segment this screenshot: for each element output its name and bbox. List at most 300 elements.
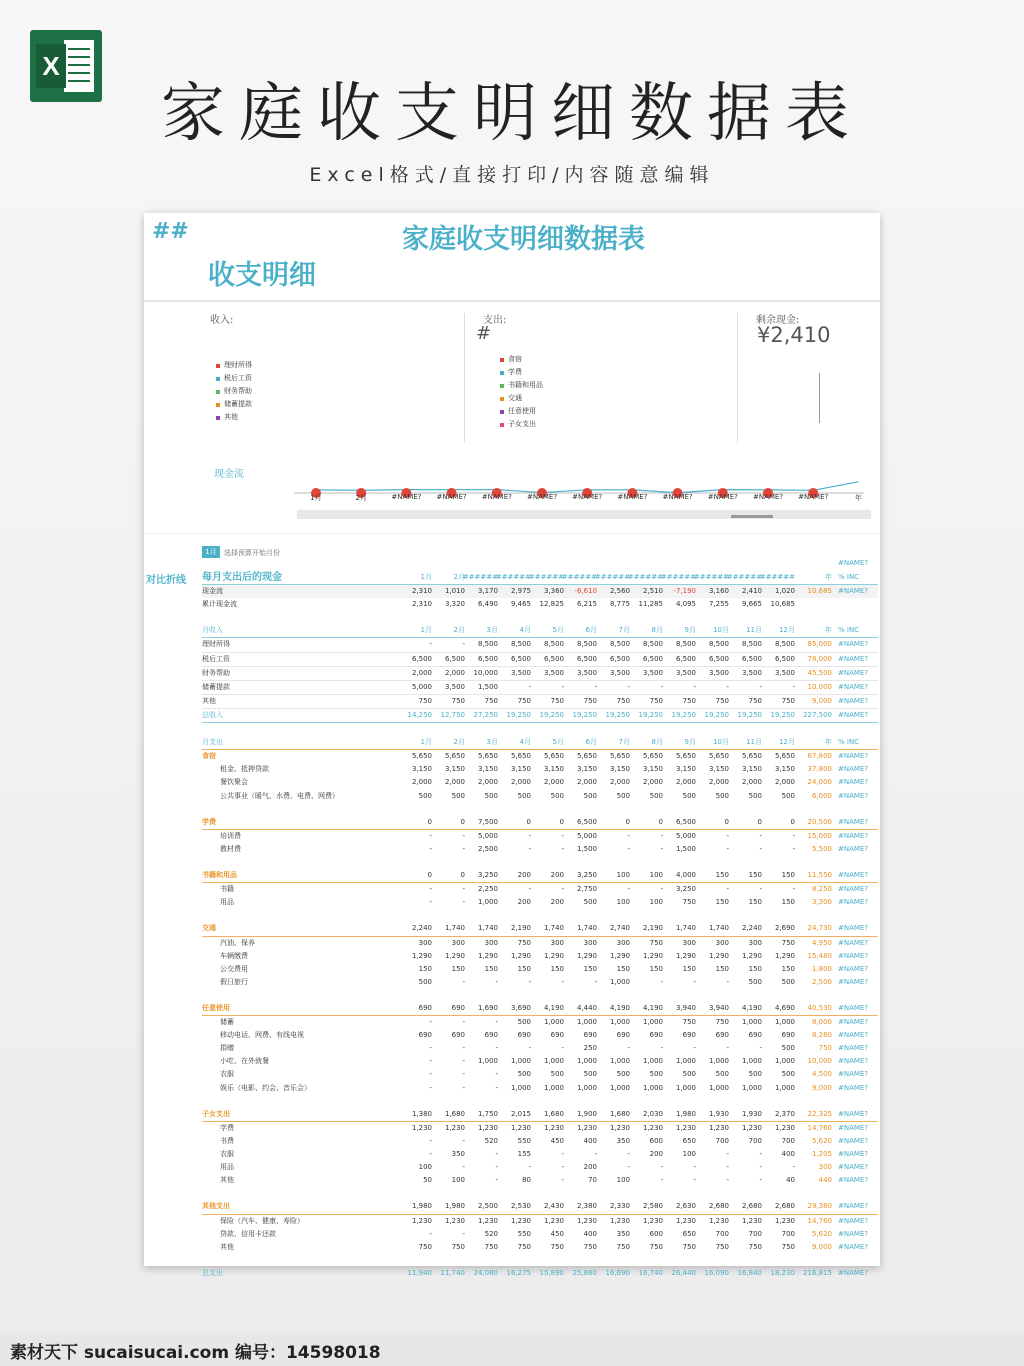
cell[interactable]: 40 bbox=[786, 1176, 795, 1185]
year-total-cell[interactable]: 14,760 bbox=[807, 1216, 832, 1225]
cell[interactable]: 3月 bbox=[486, 738, 498, 747]
inc-cell[interactable]: #NAME? bbox=[838, 1242, 869, 1251]
cell[interactable]: 11,285 bbox=[638, 600, 663, 609]
cell[interactable]: 700 bbox=[715, 1229, 729, 1238]
cell[interactable]: - bbox=[693, 1163, 696, 1172]
cell[interactable]: 5,650 bbox=[642, 752, 663, 761]
cell[interactable]: 12,750 bbox=[440, 710, 465, 719]
cell[interactable]: 2,410 bbox=[741, 587, 762, 596]
year-total-cell[interactable]: 24,000 bbox=[807, 778, 832, 787]
cell[interactable]: 2,015 bbox=[510, 1109, 531, 1118]
cell[interactable]: 100 bbox=[451, 1176, 465, 1185]
cell[interactable]: 500 bbox=[517, 1070, 531, 1079]
cell[interactable]: -6,610 bbox=[574, 587, 597, 596]
cell[interactable]: 1,680 bbox=[444, 1109, 465, 1118]
cell[interactable]: 750 bbox=[781, 938, 795, 947]
cell[interactable]: 1,500 bbox=[477, 682, 498, 691]
cell[interactable]: - bbox=[726, 844, 729, 853]
inc-cell[interactable]: #NAME? bbox=[838, 1004, 869, 1012]
cell[interactable]: - bbox=[759, 831, 762, 840]
cell[interactable]: 5,000 bbox=[576, 831, 597, 840]
inc-cell[interactable]: #NAME? bbox=[838, 791, 869, 800]
cell[interactable]: 2,630 bbox=[675, 1202, 696, 1211]
cell[interactable]: 3,940 bbox=[708, 1004, 729, 1012]
cell[interactable]: 1,000 bbox=[609, 1057, 630, 1066]
cell[interactable]: 6,500 bbox=[675, 817, 696, 826]
cell[interactable]: 750 bbox=[715, 1242, 729, 1251]
cell[interactable]: 8,500 bbox=[675, 640, 696, 649]
cell[interactable]: ###### bbox=[660, 573, 696, 581]
cell[interactable]: 155 bbox=[517, 1150, 531, 1159]
cell[interactable]: 7,500 bbox=[477, 817, 498, 826]
cell[interactable]: 2,750 bbox=[576, 885, 597, 894]
inc-cell[interactable]: #NAME? bbox=[838, 871, 869, 880]
cell[interactable]: ###### bbox=[462, 573, 498, 581]
inc-cell[interactable]: #NAME? bbox=[838, 817, 869, 826]
cell[interactable]: 70 bbox=[588, 1176, 597, 1185]
cell[interactable]: 2,250 bbox=[477, 885, 498, 894]
cell[interactable]: 1,290 bbox=[675, 951, 696, 960]
cell[interactable]: 1,000 bbox=[477, 898, 498, 907]
cell[interactable]: - bbox=[528, 885, 531, 894]
cell[interactable]: 1,000 bbox=[642, 1018, 663, 1027]
cell[interactable]: 2,000 bbox=[477, 778, 498, 787]
cell[interactable]: 3,500 bbox=[609, 668, 630, 677]
cell[interactable]: 1,230 bbox=[444, 1216, 465, 1225]
inc-cell[interactable]: #NAME? bbox=[838, 1057, 869, 1066]
cell[interactable]: 400 bbox=[781, 1150, 795, 1159]
cell[interactable]: 6,500 bbox=[675, 654, 696, 663]
cell[interactable]: 3,170 bbox=[477, 587, 498, 596]
cell[interactable]: 150 bbox=[715, 964, 729, 973]
cell[interactable]: 0 bbox=[460, 871, 465, 880]
cell[interactable]: - bbox=[759, 682, 762, 691]
cell[interactable]: 15,890 bbox=[539, 1268, 564, 1277]
cell[interactable]: 2,740 bbox=[609, 924, 630, 933]
cell[interactable]: 3,500 bbox=[741, 668, 762, 677]
cell[interactable]: 200 bbox=[550, 871, 564, 880]
cell[interactable]: - bbox=[726, 1150, 729, 1159]
cell[interactable]: 1,230 bbox=[642, 1216, 663, 1225]
cell[interactable]: 690 bbox=[418, 1004, 432, 1012]
cell[interactable]: 2,000 bbox=[576, 778, 597, 787]
cell[interactable]: 100 bbox=[616, 1176, 630, 1185]
cell[interactable]: 500 bbox=[484, 791, 498, 800]
cell[interactable]: 750 bbox=[517, 938, 531, 947]
cell[interactable]: - bbox=[726, 977, 729, 986]
cell[interactable]: - bbox=[759, 1044, 762, 1053]
cell[interactable]: - bbox=[759, 1150, 762, 1159]
cell[interactable]: 1,900 bbox=[576, 1109, 597, 1118]
cell[interactable]: 750 bbox=[748, 696, 762, 705]
cell[interactable]: 350 bbox=[451, 1150, 465, 1159]
inc-cell[interactable]: #NAME? bbox=[838, 977, 869, 986]
cell[interactable]: 1,290 bbox=[477, 951, 498, 960]
cell[interactable]: - bbox=[429, 640, 432, 649]
cell[interactable]: 0 bbox=[757, 817, 762, 826]
cell[interactable]: 1月 bbox=[420, 738, 432, 747]
cell[interactable]: 19,250 bbox=[638, 710, 663, 719]
cell[interactable]: 690 bbox=[418, 1031, 432, 1040]
cell[interactable]: 2,000 bbox=[510, 778, 531, 787]
cell[interactable]: 400 bbox=[583, 1136, 597, 1145]
cell[interactable]: 9月 bbox=[684, 626, 696, 635]
cell[interactable]: - bbox=[627, 1163, 630, 1172]
inc-cell[interactable]: #NAME? bbox=[838, 831, 869, 840]
cell[interactable]: 750 bbox=[682, 898, 696, 907]
cell[interactable]: - bbox=[792, 831, 795, 840]
cell[interactable]: 1,000 bbox=[477, 1057, 498, 1066]
cell[interactable]: - bbox=[429, 1150, 432, 1159]
cell[interactable]: 750 bbox=[550, 696, 564, 705]
cell[interactable]: 1,740 bbox=[477, 924, 498, 933]
year-total-cell[interactable]: 4,950 bbox=[811, 938, 832, 947]
cell[interactable]: - bbox=[693, 1176, 696, 1185]
cell[interactable]: 1,000 bbox=[741, 1083, 762, 1092]
cell[interactable]: 1月 bbox=[420, 573, 432, 581]
cell[interactable]: 500 bbox=[715, 1070, 729, 1079]
cell[interactable]: 5,650 bbox=[609, 752, 630, 761]
cell[interactable]: 500 bbox=[418, 791, 432, 800]
year-total-cell[interactable]: 年 bbox=[825, 738, 832, 747]
cell[interactable]: 1,230 bbox=[411, 1216, 432, 1225]
cell[interactable]: 750 bbox=[583, 1242, 597, 1251]
year-total-cell[interactable]: 1,800 bbox=[811, 964, 832, 973]
cell[interactable]: 150 bbox=[484, 964, 498, 973]
cell[interactable]: 2,430 bbox=[543, 1202, 564, 1211]
cell[interactable]: 2,500 bbox=[477, 844, 498, 853]
cell[interactable]: 750 bbox=[484, 696, 498, 705]
cell[interactable]: 150 bbox=[550, 964, 564, 973]
cell[interactable]: 2,000 bbox=[609, 778, 630, 787]
cell[interactable]: 1,740 bbox=[444, 924, 465, 933]
cell[interactable]: 690 bbox=[649, 1031, 663, 1040]
cell[interactable]: 5,650 bbox=[675, 752, 696, 761]
cell[interactable]: 1,000 bbox=[774, 1057, 795, 1066]
cell[interactable]: 6,490 bbox=[477, 600, 498, 609]
cell[interactable]: - bbox=[561, 831, 564, 840]
inc-cell[interactable]: #NAME? bbox=[838, 885, 869, 894]
cell[interactable]: 19,250 bbox=[539, 710, 564, 719]
cell[interactable]: 1,380 bbox=[411, 1109, 432, 1118]
cell[interactable]: 6,500 bbox=[510, 654, 531, 663]
cell[interactable]: 8,775 bbox=[609, 600, 630, 609]
cell[interactable]: 4,440 bbox=[576, 1004, 597, 1012]
cell[interactable]: 690 bbox=[748, 1031, 762, 1040]
cell[interactable]: 3,500 bbox=[642, 668, 663, 677]
cell[interactable]: 1,980 bbox=[411, 1202, 432, 1211]
cell[interactable]: 6,500 bbox=[543, 654, 564, 663]
inc-cell[interactable]: #NAME? bbox=[838, 778, 869, 787]
cell[interactable]: - bbox=[561, 682, 564, 691]
cell[interactable]: 4,000 bbox=[675, 871, 696, 880]
cell[interactable]: 750 bbox=[583, 696, 597, 705]
cell[interactable]: 500 bbox=[616, 791, 630, 800]
cell[interactable]: 750 bbox=[616, 1242, 630, 1251]
cell[interactable]: - bbox=[429, 1229, 432, 1238]
cell[interactable]: 1,500 bbox=[675, 844, 696, 853]
cell[interactable]: 1,230 bbox=[774, 1123, 795, 1132]
year-total-cell[interactable]: 10,000 bbox=[807, 1057, 832, 1066]
year-total-cell[interactable]: 8,250 bbox=[811, 885, 832, 894]
cell[interactable]: - bbox=[726, 831, 729, 840]
cell[interactable]: 3,500 bbox=[774, 668, 795, 677]
cell[interactable]: 8,500 bbox=[774, 640, 795, 649]
cell[interactable]: 1月 bbox=[420, 626, 432, 635]
cell[interactable]: 5,650 bbox=[444, 752, 465, 761]
cell[interactable]: 3,150 bbox=[444, 765, 465, 774]
year-total-cell[interactable]: 10,685 bbox=[807, 587, 832, 596]
cell[interactable]: 750 bbox=[418, 696, 432, 705]
cell[interactable]: 500 bbox=[682, 1070, 696, 1079]
cell[interactable]: 750 bbox=[550, 1242, 564, 1251]
cell[interactable]: 8月 bbox=[651, 738, 663, 747]
cell[interactable]: 1,000 bbox=[708, 1057, 729, 1066]
cell[interactable]: 2,680 bbox=[774, 1202, 795, 1211]
cell[interactable]: 2,310 bbox=[411, 600, 432, 609]
cell[interactable]: - bbox=[792, 885, 795, 894]
year-total-cell[interactable]: 10,000 bbox=[807, 682, 832, 691]
inc-cell[interactable]: #NAME? bbox=[838, 765, 869, 774]
cell[interactable]: 750 bbox=[418, 1242, 432, 1251]
cell[interactable]: 750 bbox=[715, 1018, 729, 1027]
cell[interactable]: 500 bbox=[583, 1070, 597, 1079]
cell[interactable]: 690 bbox=[781, 1031, 795, 1040]
cell[interactable]: 2,560 bbox=[609, 587, 630, 596]
cell[interactable]: ###### bbox=[594, 573, 630, 581]
inc-cell[interactable]: #NAME? bbox=[838, 640, 869, 649]
cell[interactable]: 700 bbox=[748, 1229, 762, 1238]
cell[interactable]: 690 bbox=[616, 1031, 630, 1040]
cell[interactable]: 1,230 bbox=[609, 1216, 630, 1225]
cell[interactable]: 2,000 bbox=[741, 778, 762, 787]
inc-cell[interactable]: #NAME? bbox=[838, 654, 869, 663]
year-total-cell[interactable]: 14,760 bbox=[807, 1123, 832, 1132]
cell[interactable]: 2,680 bbox=[708, 1202, 729, 1211]
inc-cell[interactable]: #NAME? bbox=[838, 752, 869, 761]
year-total-cell[interactable]: 40,530 bbox=[807, 1004, 832, 1012]
cell[interactable]: 19,250 bbox=[737, 710, 762, 719]
cell[interactable]: - bbox=[429, 885, 432, 894]
cell[interactable]: 8,500 bbox=[576, 640, 597, 649]
cell[interactable]: 0 bbox=[658, 817, 663, 826]
cell[interactable]: 1,020 bbox=[774, 587, 795, 596]
cell[interactable]: 1,290 bbox=[774, 951, 795, 960]
cell[interactable]: - bbox=[759, 1176, 762, 1185]
cell[interactable]: 2月 bbox=[453, 626, 465, 635]
cell[interactable]: - bbox=[495, 1044, 498, 1053]
cell[interactable]: 1,000 bbox=[675, 1083, 696, 1092]
cell[interactable]: 500 bbox=[781, 1070, 795, 1079]
cell[interactable]: 150 bbox=[418, 964, 432, 973]
cell[interactable]: - bbox=[660, 885, 663, 894]
cell[interactable]: 27,250 bbox=[473, 710, 498, 719]
cell[interactable]: 3,250 bbox=[576, 871, 597, 880]
cell[interactable]: 150 bbox=[715, 871, 729, 880]
cell[interactable]: 5,650 bbox=[774, 752, 795, 761]
cell[interactable]: 3,360 bbox=[543, 587, 564, 596]
cell[interactable]: 16,840 bbox=[737, 1268, 762, 1277]
cell[interactable]: 4月 bbox=[519, 738, 531, 747]
cell[interactable]: 1,290 bbox=[576, 951, 597, 960]
cell[interactable]: 2,240 bbox=[741, 924, 762, 933]
cell[interactable]: ###### bbox=[693, 573, 729, 581]
cell[interactable]: 6,500 bbox=[609, 654, 630, 663]
cell[interactable]: - bbox=[462, 1057, 465, 1066]
cell[interactable]: 1,230 bbox=[675, 1216, 696, 1225]
cell[interactable]: 1,010 bbox=[444, 587, 465, 596]
cell[interactable]: - bbox=[561, 885, 564, 894]
cell[interactable]: 150 bbox=[748, 964, 762, 973]
cell[interactable]: 750 bbox=[748, 1242, 762, 1251]
cell[interactable]: 6,500 bbox=[774, 654, 795, 663]
cell[interactable]: 6,500 bbox=[708, 654, 729, 663]
cell[interactable]: 3,500 bbox=[444, 682, 465, 691]
cell[interactable]: 1,000 bbox=[543, 1018, 564, 1027]
cell[interactable]: 1,000 bbox=[576, 1083, 597, 1092]
cell[interactable]: 750 bbox=[517, 696, 531, 705]
cell[interactable]: 2,000 bbox=[411, 778, 432, 787]
cell[interactable]: 1,000 bbox=[741, 1057, 762, 1066]
inc-cell[interactable]: % INC bbox=[838, 626, 860, 635]
cell[interactable]: 1,000 bbox=[609, 977, 630, 986]
cell[interactable]: 3,150 bbox=[774, 765, 795, 774]
cell[interactable]: 150 bbox=[748, 871, 762, 880]
cell[interactable]: 4,190 bbox=[609, 1004, 630, 1012]
cell[interactable]: - bbox=[792, 844, 795, 853]
cell[interactable]: - bbox=[495, 1070, 498, 1079]
cell[interactable]: 690 bbox=[484, 1031, 498, 1040]
cell[interactable]: - bbox=[462, 844, 465, 853]
cell[interactable]: 150 bbox=[715, 898, 729, 907]
cell[interactable]: 500 bbox=[748, 977, 762, 986]
cell[interactable]: 1,000 bbox=[576, 1057, 597, 1066]
cell[interactable]: 690 bbox=[451, 1031, 465, 1040]
cell[interactable]: 1,690 bbox=[477, 1004, 498, 1012]
cell[interactable]: - bbox=[528, 844, 531, 853]
cell[interactable]: 300 bbox=[715, 938, 729, 947]
cell[interactable]: 150 bbox=[682, 964, 696, 973]
cell[interactable]: - bbox=[429, 844, 432, 853]
cell[interactable]: - bbox=[660, 844, 663, 853]
cell[interactable]: - bbox=[726, 682, 729, 691]
inc-cell[interactable]: #NAME? bbox=[838, 1070, 869, 1079]
inc-cell[interactable]: #NAME? bbox=[838, 1202, 869, 1211]
year-total-cell[interactable]: 440 bbox=[818, 1176, 832, 1185]
cell[interactable]: 10,000 bbox=[473, 668, 498, 677]
cell[interactable]: 3,150 bbox=[411, 765, 432, 774]
cell[interactable]: 9,465 bbox=[510, 600, 531, 609]
inc-cell[interactable]: #NAME? bbox=[838, 1083, 869, 1092]
cell[interactable]: 1,000 bbox=[708, 1083, 729, 1092]
cell[interactable]: 5,650 bbox=[477, 752, 498, 761]
year-total-cell[interactable]: 37,800 bbox=[807, 765, 832, 774]
cell[interactable]: 3,250 bbox=[477, 871, 498, 880]
cell[interactable]: 100 bbox=[616, 871, 630, 880]
cell[interactable]: - bbox=[693, 682, 696, 691]
cell[interactable]: - bbox=[594, 977, 597, 986]
cell[interactable]: - bbox=[627, 1150, 630, 1159]
cell[interactable]: 6,500 bbox=[576, 654, 597, 663]
cell[interactable]: 200 bbox=[583, 1163, 597, 1172]
cell[interactable]: 2,500 bbox=[477, 1202, 498, 1211]
cell[interactable]: 1,230 bbox=[774, 1216, 795, 1225]
cell[interactable]: 16,090 bbox=[704, 1268, 729, 1277]
cell[interactable]: 700 bbox=[748, 1136, 762, 1145]
year-total-cell[interactable]: 227,500 bbox=[803, 710, 832, 719]
cell[interactable]: 3,150 bbox=[642, 765, 663, 774]
cell[interactable]: ###### bbox=[561, 573, 597, 581]
cell[interactable]: 2,370 bbox=[774, 1109, 795, 1118]
cell[interactable]: 2,000 bbox=[708, 778, 729, 787]
inc-cell[interactable]: #NAME? bbox=[838, 1163, 869, 1172]
cell[interactable]: 1,290 bbox=[543, 951, 564, 960]
cell[interactable]: 2月 bbox=[453, 573, 465, 581]
cell[interactable]: 350 bbox=[616, 1136, 630, 1145]
cell[interactable]: 3,500 bbox=[576, 668, 597, 677]
cell[interactable]: 1,230 bbox=[411, 1123, 432, 1132]
cell[interactable]: 3,250 bbox=[675, 885, 696, 894]
cell[interactable]: - bbox=[792, 1163, 795, 1172]
cell[interactable]: 1,290 bbox=[741, 951, 762, 960]
cell[interactable]: 4,190 bbox=[741, 1004, 762, 1012]
cell[interactable]: 100 bbox=[616, 898, 630, 907]
cell[interactable]: 7,255 bbox=[708, 600, 729, 609]
cell[interactable]: 150 bbox=[451, 964, 465, 973]
cell[interactable]: 6,500 bbox=[642, 654, 663, 663]
cell[interactable]: 500 bbox=[781, 1044, 795, 1053]
cell[interactable]: 6,500 bbox=[576, 817, 597, 826]
year-total-cell[interactable]: 45,500 bbox=[807, 668, 832, 677]
cell[interactable]: 2,000 bbox=[543, 778, 564, 787]
year-total-cell[interactable]: 15,000 bbox=[807, 831, 832, 840]
cell[interactable]: 10月 bbox=[713, 626, 729, 635]
inc-cell[interactable]: #NAME? bbox=[838, 1176, 869, 1185]
cell[interactable]: 750 bbox=[682, 1018, 696, 1027]
cell[interactable]: - bbox=[462, 1083, 465, 1092]
cell[interactable]: - bbox=[660, 1176, 663, 1185]
cell[interactable]: 0 bbox=[559, 817, 564, 826]
cell[interactable]: 200 bbox=[550, 898, 564, 907]
cell[interactable]: 1,000 bbox=[774, 1018, 795, 1027]
year-total-cell[interactable]: 11,550 bbox=[807, 871, 832, 880]
cell[interactable]: 500 bbox=[649, 791, 663, 800]
cell[interactable]: 2,510 bbox=[642, 587, 663, 596]
cell[interactable]: 24,080 bbox=[473, 1268, 498, 1277]
cell[interactable]: 2,190 bbox=[642, 924, 663, 933]
cell[interactable]: 19,250 bbox=[704, 710, 729, 719]
cell[interactable]: 3,500 bbox=[543, 668, 564, 677]
cell[interactable]: 690 bbox=[517, 1031, 531, 1040]
cell[interactable]: 1,000 bbox=[609, 1083, 630, 1092]
cell[interactable]: 8,500 bbox=[477, 640, 498, 649]
cell[interactable]: 2,000 bbox=[774, 778, 795, 787]
year-total-cell[interactable]: 24,730 bbox=[807, 924, 832, 933]
cell[interactable]: 300 bbox=[418, 938, 432, 947]
cell[interactable]: - bbox=[495, 1176, 498, 1185]
cell[interactable]: 750 bbox=[517, 1242, 531, 1251]
cell[interactable]: 750 bbox=[649, 1242, 663, 1251]
cell[interactable]: 300 bbox=[451, 938, 465, 947]
cell[interactable]: 1,290 bbox=[708, 951, 729, 960]
cell[interactable]: 19,250 bbox=[770, 710, 795, 719]
cell[interactable]: 150 bbox=[616, 964, 630, 973]
cell[interactable]: 2,000 bbox=[675, 778, 696, 787]
cell[interactable]: 500 bbox=[715, 791, 729, 800]
cell[interactable]: 1,000 bbox=[741, 1018, 762, 1027]
cell[interactable]: 3,150 bbox=[576, 765, 597, 774]
inc-cell[interactable]: #NAME? bbox=[838, 1229, 869, 1238]
